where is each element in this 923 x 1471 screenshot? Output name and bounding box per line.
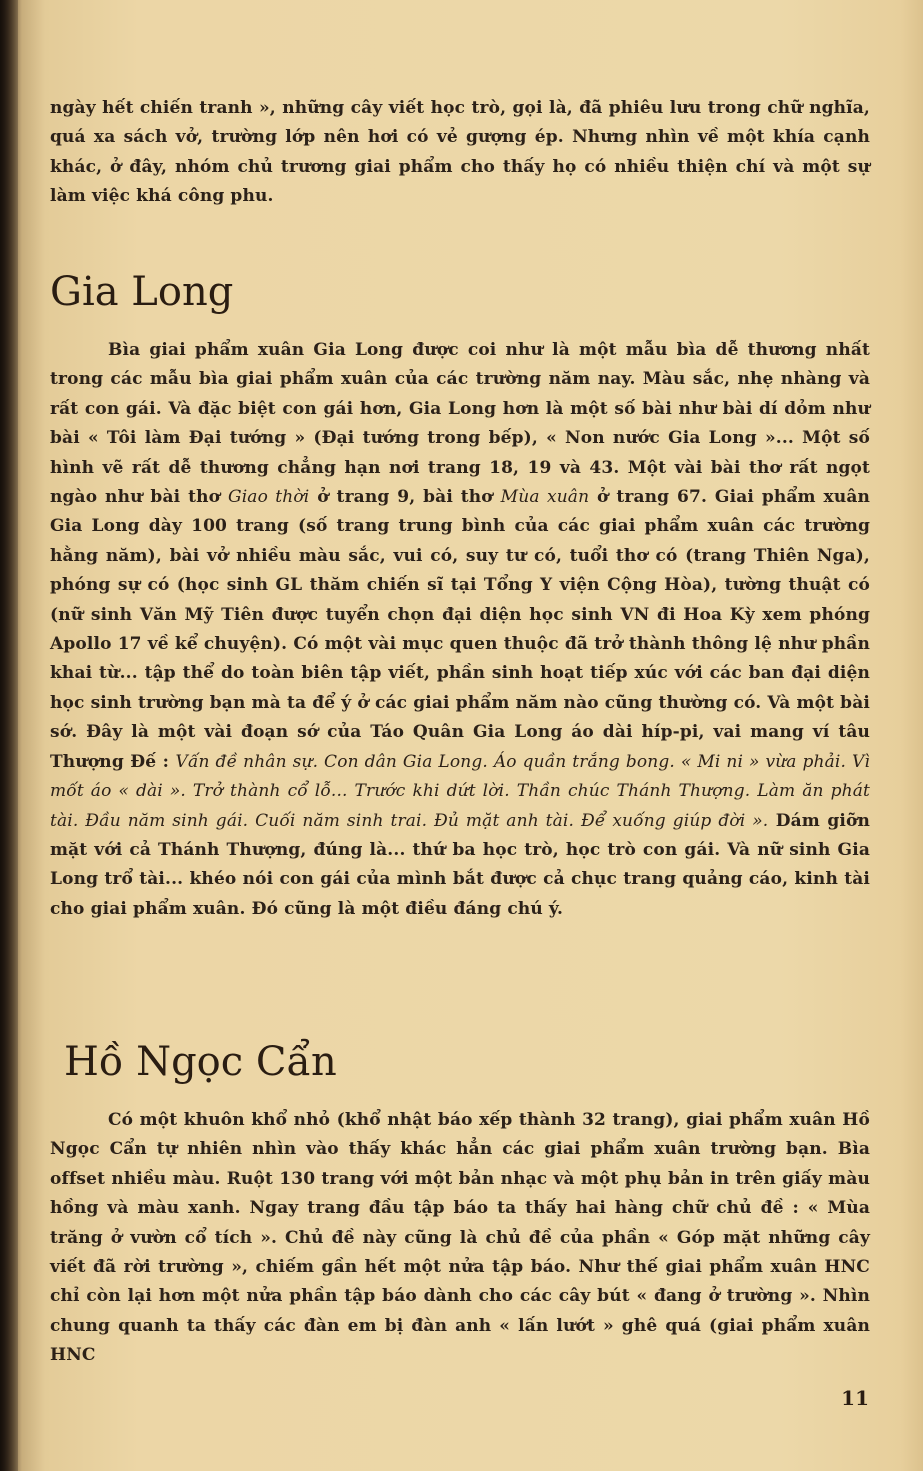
gia-long-text-3: ở trang 67. Giai phẩm xuân Gia Long dày 100 trang (số trang trung bình của các giai phẩm xuân các trường hằng năm), bài vở nhiều màu sắc, vui có, suy tư có, tuổi thơ có (trang Thiên Nga), phóng sự có (học sinh GL thăm chiến sĩ tại Tổng Y viện Cộng Hòa), tường thuật có (nữ sinh Văn Mỹ Tiên được tuyển chọn đại diện học sinh VN đi Hoa Kỳ xem phóng Apollo 17 về kể chuyện). Có một vài mục quen thuộc đã trở thành thông lệ như phần khai từ... tập thể do toàn biên tập viết, phần sinh hoạt tiếp xúc với các ban đại diện học sinh trường bạn mà ta để ý ở các giai phẩm năm nào cũng thường có. Và một bài sớ. Đây là một vài đoạn sớ của Táo Quân Gia Long áo dài híp-pi, vai mang ví tâu Thượng Đế : (50, 487, 871, 772)
ho-ngoc-can-section (64, 1038, 870, 1086)
so-quote: Vấn đề nhân sự. Con dân Gia Long. Áo quần trắng bong. « Mi ni » vừa phải. Vì mốt áo « dài ». Trở thành cổ lỗ... Trước khi dứt lời. Thần chúc Thánh Thượng. Làm ăn phát tài. Đầu năm sinh gái. Cuối năm sinh trai. Đủ mặt anh tài. Để xuống giúp đời ». (50, 751, 870, 831)
gia-long-text-2: ở trang 9, bài thơ (317, 487, 493, 508)
intro-paragraph-block (50, 94, 870, 212)
ho-ngoc-can-text: Có một khuôn khổ nhỏ (khổ nhật báo xếp thành 32 trang), giai phẩm xuân Hồ Ngọc Cẩn tự nhiên nhìn vào thấy khác hẳn các giai phẩm xuân trường bạn. Bìa offset nhiều màu. Ruột 130 trang với một bản nhạc và một phụ bản in trên giấy màu hồng và màu xanh. Ngay trang đầu tập báo ta thấy hai hàng chữ chủ đề : « Mùa trăng ở vườn cổ tích ». Chủ đề này cũng là chủ đề của phần « Góp mặt những cây viết đã rời trường », chiếm gần hết một nửa tập báo. Như thế giai phẩm xuân HNC chỉ còn lại hơn một nửa phần tập báo dành cho các cây bút « đang ở trường ». Nhìn chung quanh ta thấy các đàn em bị đàn anh « lấn lướt » ghê quá (giai phẩm xuân HNC (50, 1110, 870, 1366)
gia-long-paragraph (50, 336, 870, 924)
poem-title-mua-xuan: Mùa xuân (500, 487, 590, 508)
gia-long-body (50, 336, 870, 924)
book-spine-shadow (0, 0, 18, 1471)
gia-long-text-4: Dám giỡn mặt với cả Thánh Thượng, đúng là... thứ ba học trò, học trò con gái. Và nữ sinh Gia Long trổ tài... khéo nói con gái của mình bắt được cả chục trang quảng cáo, kinh tài cho giai phẩm xuân. Đó cũng là một điều đáng chú ý. (50, 810, 870, 919)
poem-title-giao-thoi: Giao thời (227, 487, 310, 508)
ho-ngoc-can-paragraph (50, 1106, 870, 1371)
gia-long-section (50, 268, 870, 316)
ho-ngoc-can-heading: Hồ Ngọc Cẩn (64, 1039, 337, 1085)
intro-paragraph: ngày hết chiến tranh », những cây viết học trò, gọi là, đã phiêu lưu trong chữ nghĩa, quá xa sách vở, trường lớp nên hơi có vẻ gượng ép. Nhưng nhìn về một khía cạnh khác, ở đây, nhóm chủ trương giai phẩm cho thấy họ có nhiều thiện chí và một sự làm việc khá công phu. (50, 98, 870, 207)
gia-long-heading: Gia Long (50, 269, 234, 315)
page-number: 11 (841, 1386, 869, 1410)
gia-long-text-1: Bìa giai phẩm xuân Gia Long được coi như là một mẫu bìa dễ thương nhất trong các mẫu bìa giai phẩm xuân của các trường năm nay. Màu sắc, nhẹ nhàng và rất con gái. Và đặc biệt con gái hơn, Gia Long hơn là một số bài như bài dí dỏm như bài « Tôi làm Đại tướng » (Đại tướng trong bếp), « Non nước Gia Long »... Một số hình vẽ rất dễ thương chẳng hạn nơi trang 18, 19 và 43. Một vài bài thơ rất ngọt ngào như bài thơ (50, 340, 870, 508)
ho-ngoc-can-body (50, 1106, 870, 1371)
